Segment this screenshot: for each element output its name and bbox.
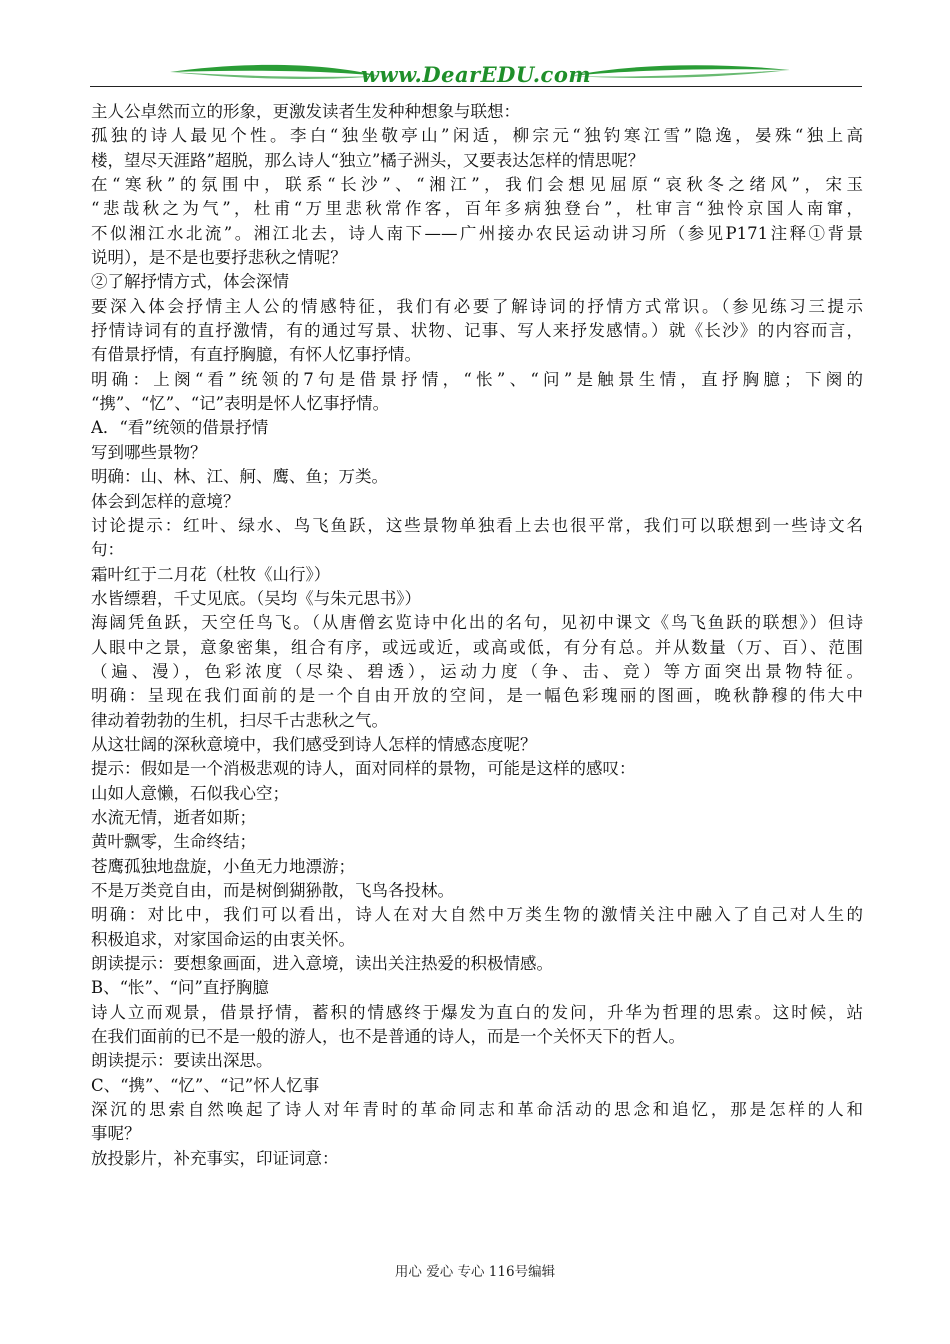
body-text-line: 深沉的思索自然唤起了诗人对年青时的革命同志和革命活动的思念和追忆，那是怎样的人和: [91, 1100, 863, 1120]
body-text-line: 说明），是不是也要抒悲秋之情呢？: [91, 248, 347, 268]
body-text-line: 明确：对比中，我们可以看出，诗人在对大自然中万类生物的激情关注中融入了自己对人生的: [91, 905, 863, 925]
body-text-line: 讨论提示：红叶、绿水、鸟飞鱼跃，这些景物单独看上去也很平常，我们可以联想到一些诗文名: [91, 515, 863, 535]
body-text-line: C、“携”、“忆”、“记”怀人忆事: [91, 1075, 320, 1095]
body-text-line: 律动着勃勃的生机，扫尽千古悲秋之气。: [91, 710, 388, 730]
body-text-line: 朗读提示：要想象画面，进入意境，读出关注热爱的积极情感。: [91, 954, 553, 974]
body-text-line: 从这壮阔的深秋意境中，我们感受到诗人怎样的情感态度呢？: [91, 734, 537, 754]
body-text-line: 霜叶红于二月花（杜牧《山行》）: [91, 564, 331, 584]
page-footer: 用心 爱心 专心 116号编辑: [394, 1264, 556, 1280]
body-text-line: 积极追求，对家国命运的由衷关怀。: [91, 929, 355, 949]
body-text-line: （遍、漫），色彩浓度（尽染、碧透），运动力度（争、击、竞）等方面突出景物特征。: [91, 661, 863, 681]
body-text-line: 山如人意懒，石似我心空；: [91, 783, 289, 803]
body-text-line: 楼，望尽天涯路”超脱，那么诗人“独立”橘子洲头，又要表达怎样的情思呢？: [91, 150, 645, 170]
body-text-line: 写到哪些景物？: [91, 442, 207, 462]
body-text-line: 不似湘江水北流”。湘江北去，诗人南下——广州接办农民运动讲习所（参见P171注释①背景: [91, 223, 863, 243]
body-text-line: 句：: [91, 540, 124, 560]
body-text-line: 要深入体会抒情主人公的情感特征，我们有必要了解诗词的抒情方式常识。（参见练习三提示: [91, 296, 863, 316]
body-text-line: 水流无情，逝者如斯；: [91, 807, 256, 827]
body-text-line: 提示：假如是一个消极悲观的诗人，面对同样的景物，可能是这样的感叹：: [91, 759, 636, 779]
body-text-line: ②了解抒情方式，体会深情: [91, 272, 289, 292]
body-text-line: A．“看”统领的借景抒情: [91, 418, 269, 438]
body-text-line: 主人公卓然而立的形象，更激发读者生发种种想象与联想：: [91, 102, 520, 121]
body-text-line: 事呢？: [91, 1124, 141, 1144]
body-text-line: 人眼中之景，意象密集，组合有序，或远或近，或高或低，有分有总。并从数量（万、百）、范围: [91, 637, 863, 657]
header-divider: [90, 86, 862, 87]
body-text-line: “悲哉秋之为气”，杜甫“万里悲秋常作客，百年多病独登台”，杜审言“独怜京国人南窜，: [91, 199, 863, 219]
body-text-line: 不是万类竞自由，而是树倒猢狲散，飞鸟各投林。: [91, 881, 454, 900]
document-body: [91, 100, 863, 1171]
body-text-line: 诗人立而观景，借景抒情，蓄积的情感终于爆发为直白的发问，升华为哲理的思索。这时候，站: [91, 1002, 863, 1022]
body-text-line: 放投影片，补充事实，印证词意：: [91, 1148, 339, 1168]
body-text-line: 明确：上阕“看”统领的7句是借景抒情，“怅”、“问”是触景生情，直抒胸臆；下阕的: [91, 369, 863, 389]
body-text-line: 在“寒秋”的氛围中，联系“长沙”、“湘江”，我们会想见屈原“哀秋冬之绪风”，宋玉: [91, 175, 863, 195]
body-text-line: 明确：山、林、江、舸、鹰、鱼；万类。: [91, 467, 388, 487]
body-text-line: “携”、“忆”、“记”表明是怀人忆事抒情。: [91, 394, 390, 414]
site-logo-text: www.DearEDU.com: [360, 62, 592, 87]
body-text-line: 水皆缥碧，千丈见底。（吴均《与朱元思书》）: [91, 588, 421, 608]
body-text-line: 明确：呈现在我们面前的是一个自由开放的空间，是一幅色彩瑰丽的图画，晚秋静穆的伟大中: [91, 686, 863, 706]
body-text-line: 抒情诗词有的直抒激情，有的通过写景、状物、记事、写人来抒发感情。）就《长沙》的内容而言，: [91, 321, 863, 341]
body-text-line: 有借景抒情，有直抒胸臆，有怀人忆事抒情。: [91, 345, 421, 365]
body-text-line: 朗读提示：要读出深思。: [91, 1051, 273, 1071]
body-text-line: 孤独的诗人最见个性。李白“独坐敬亭山”闲适，柳宗元“独钓寒江雪”隐逸，晏殊“独上高: [91, 126, 863, 146]
body-text-line: 在我们面前的已不是一般的游人，也不是普通的诗人，而是一个关怀天下的哲人。: [91, 1027, 685, 1047]
body-text-line: 体会到怎样的意境？: [91, 491, 240, 511]
body-text-line: 海阔凭鱼跃，天空任鸟飞。（从唐僧玄览诗中化出的名句，见初中课文《鸟飞鱼跃的联想》）但诗: [91, 613, 863, 633]
body-text-line: B、“怅”、“问”直抒胸臆: [91, 978, 269, 998]
body-text-line: 黄叶飘零，生命终结；: [91, 832, 256, 852]
body-text-line: 苍鹰孤独地盘旋，小鱼无力地漂游；: [91, 856, 355, 876]
